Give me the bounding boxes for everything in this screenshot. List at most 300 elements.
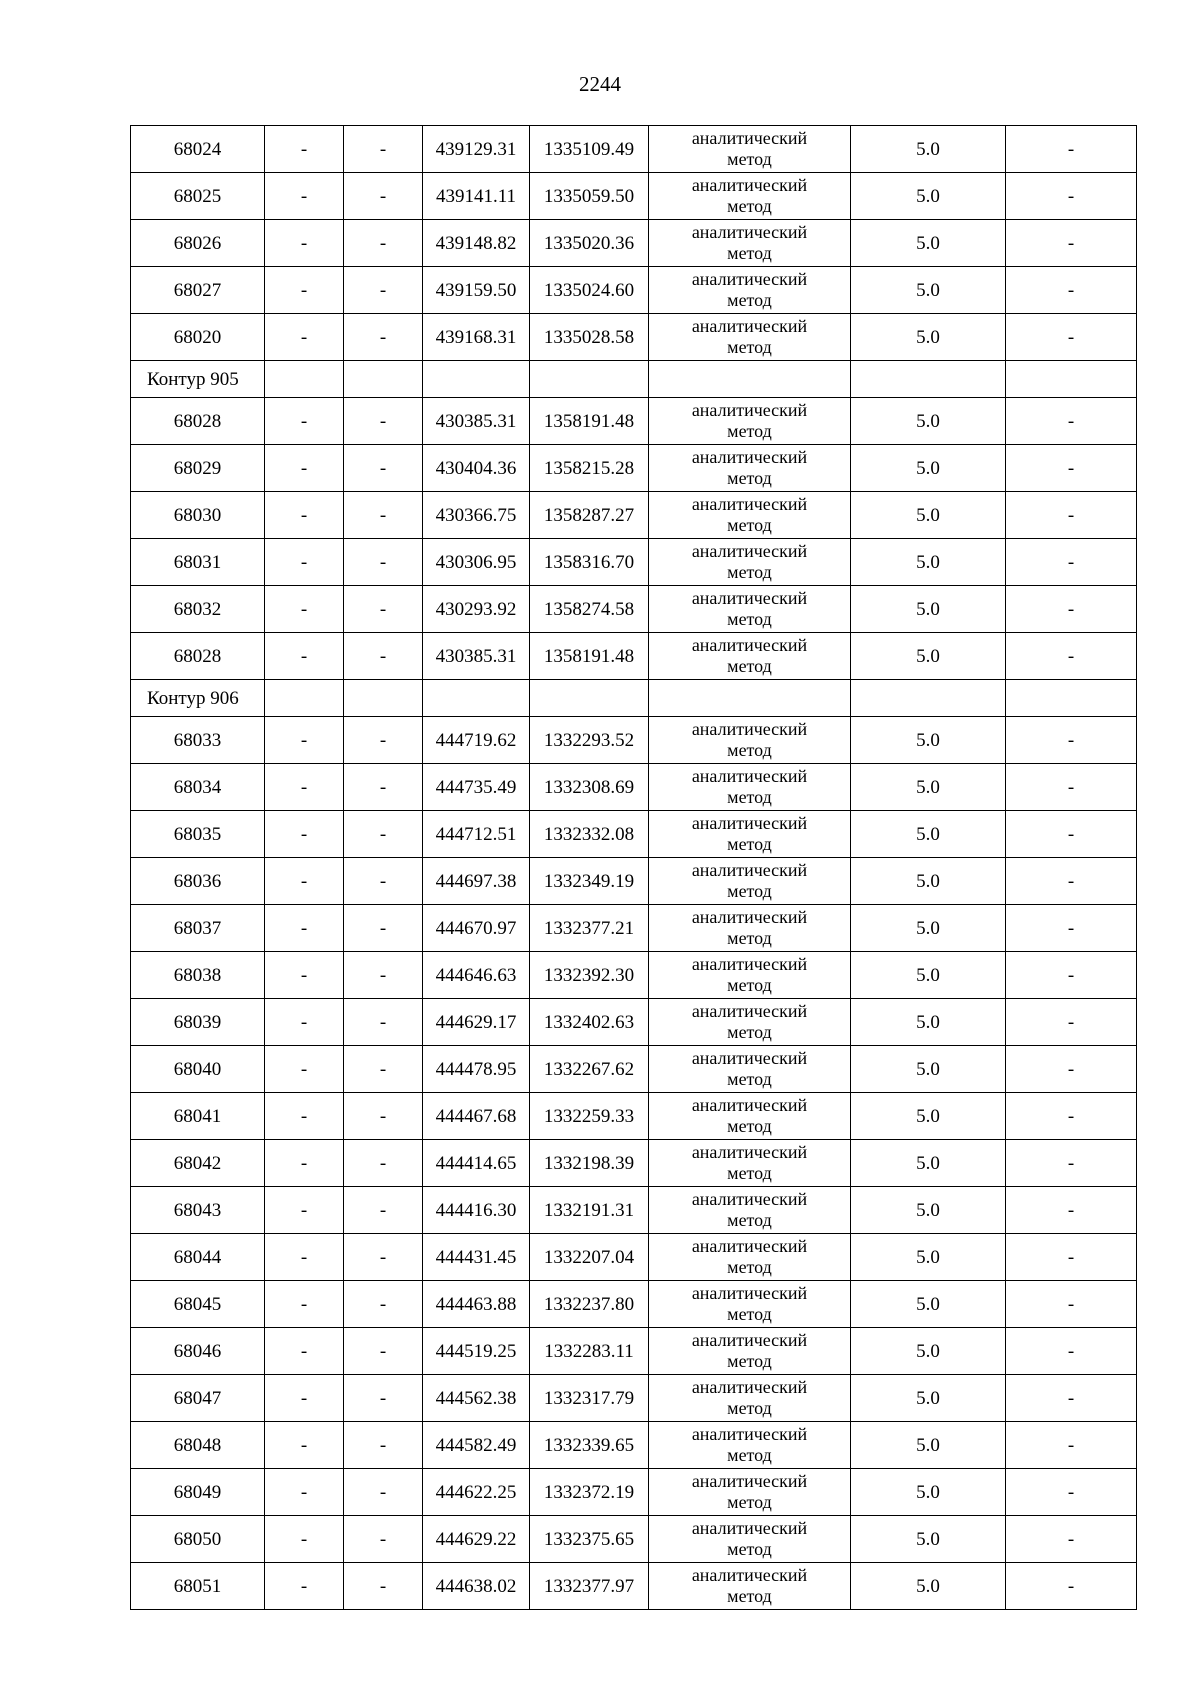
- dash-cell: -: [344, 1328, 423, 1375]
- method-line-1: аналитический: [691, 269, 808, 289]
- x-coordinate-cell: 444719.62: [423, 717, 530, 764]
- method-line-2: метод: [727, 1492, 772, 1512]
- table-row: [131, 445, 1137, 492]
- precision-cell: 5.0: [851, 220, 1006, 267]
- x-coordinate-cell: 444712.51: [423, 811, 530, 858]
- dash-cell: -: [265, 398, 344, 445]
- point-id-cell: 68051: [131, 1563, 265, 1610]
- method-line-1: аналитический: [691, 1518, 808, 1538]
- dash-cell: -: [344, 445, 423, 492]
- point-id-cell: 68031: [131, 539, 265, 586]
- x-coordinate-cell: 430385.31: [423, 398, 530, 445]
- point-id-cell: 68038: [131, 952, 265, 999]
- dash-cell: -: [1006, 1563, 1137, 1610]
- dash-cell: -: [344, 314, 423, 361]
- x-coordinate-cell: 430385.31: [423, 633, 530, 680]
- point-id-cell: 68025: [131, 173, 265, 220]
- dash-cell: -: [344, 1469, 423, 1516]
- dash-cell: -: [344, 1375, 423, 1422]
- y-coordinate-cell: 1335028.58: [530, 314, 649, 361]
- precision-cell: 5.0: [851, 539, 1006, 586]
- precision-cell: 5.0: [851, 314, 1006, 361]
- y-coordinate-cell: 1332402.63: [530, 999, 649, 1046]
- method-line-1: аналитический: [691, 860, 808, 880]
- empty-cell: [265, 361, 344, 398]
- method-line-1: аналитический: [691, 1142, 808, 1162]
- method-line-2: метод: [727, 1398, 772, 1418]
- point-id-cell: 68039: [131, 999, 265, 1046]
- dash-cell: -: [1006, 1516, 1137, 1563]
- precision-cell: 5.0: [851, 445, 1006, 492]
- dash-cell: -: [265, 1187, 344, 1234]
- y-coordinate-cell: 1332377.21: [530, 905, 649, 952]
- table-row: [131, 126, 1137, 173]
- y-coordinate-cell: 1335024.60: [530, 267, 649, 314]
- table-row: [131, 952, 1137, 999]
- method-line-2: метод: [727, 1116, 772, 1136]
- table-row: [131, 586, 1137, 633]
- y-coordinate-cell: 1335059.50: [530, 173, 649, 220]
- method-line-1: аналитический: [691, 1001, 808, 1021]
- method-line-1: аналитический: [691, 1471, 808, 1491]
- method-line-2: метод: [727, 1586, 772, 1606]
- dash-cell: -: [265, 173, 344, 220]
- method-cell: [649, 633, 851, 680]
- method-line-2: метод: [727, 881, 772, 901]
- method-line-1: аналитический: [691, 907, 808, 927]
- y-coordinate-cell: 1332198.39: [530, 1140, 649, 1187]
- table-row: [131, 314, 1137, 361]
- method-cell: [649, 1375, 851, 1422]
- y-coordinate-cell: 1332207.04: [530, 1234, 649, 1281]
- dash-cell: -: [265, 952, 344, 999]
- dash-cell: -: [1006, 1281, 1137, 1328]
- method-line-2: метод: [727, 1210, 772, 1230]
- y-coordinate-cell: 1335109.49: [530, 126, 649, 173]
- x-coordinate-cell: 439129.31: [423, 126, 530, 173]
- dash-cell: -: [265, 445, 344, 492]
- x-coordinate-cell: 444582.49: [423, 1422, 530, 1469]
- point-id-cell: 68028: [131, 398, 265, 445]
- x-coordinate-cell: 444629.22: [423, 1516, 530, 1563]
- table-row: [131, 764, 1137, 811]
- dash-cell: -: [344, 905, 423, 952]
- x-coordinate-cell: 430293.92: [423, 586, 530, 633]
- empty-cell: [649, 680, 851, 717]
- method-cell: [649, 1328, 851, 1375]
- point-id-cell: 68029: [131, 445, 265, 492]
- point-id-cell: 68034: [131, 764, 265, 811]
- y-coordinate-cell: 1335020.36: [530, 220, 649, 267]
- dash-cell: -: [265, 764, 344, 811]
- point-id-cell: 68049: [131, 1469, 265, 1516]
- dash-cell: -: [265, 717, 344, 764]
- method-line-1: аналитический: [691, 447, 808, 467]
- table-row: [131, 1046, 1137, 1093]
- point-id-cell: 68044: [131, 1234, 265, 1281]
- precision-cell: 5.0: [851, 173, 1006, 220]
- point-id-cell: 68033: [131, 717, 265, 764]
- method-cell: [649, 999, 851, 1046]
- method-line-1: аналитический: [691, 128, 808, 148]
- precision-cell: 5.0: [851, 1375, 1006, 1422]
- method-line-1: аналитический: [691, 541, 808, 561]
- dash-cell: -: [1006, 1375, 1137, 1422]
- point-id-cell: 68035: [131, 811, 265, 858]
- point-id-cell: 68027: [131, 267, 265, 314]
- precision-cell: 5.0: [851, 717, 1006, 764]
- method-cell: [649, 1422, 851, 1469]
- precision-cell: 5.0: [851, 492, 1006, 539]
- dash-cell: -: [344, 126, 423, 173]
- dash-cell: -: [265, 1516, 344, 1563]
- table-row: [131, 1328, 1137, 1375]
- method-line-2: метод: [727, 1022, 772, 1042]
- method-cell: [649, 314, 851, 361]
- point-id-cell: 68028: [131, 633, 265, 680]
- contour-label: Контур 906: [131, 680, 265, 717]
- point-id-cell: 68050: [131, 1516, 265, 1563]
- x-coordinate-cell: 444629.17: [423, 999, 530, 1046]
- point-id-cell: 68032: [131, 586, 265, 633]
- empty-cell: [530, 361, 649, 398]
- table-row: [131, 1516, 1137, 1563]
- point-id-cell: 68047: [131, 1375, 265, 1422]
- empty-cell: [649, 361, 851, 398]
- contour-header-row: [131, 361, 1137, 398]
- dash-cell: -: [265, 539, 344, 586]
- method-cell: [649, 905, 851, 952]
- precision-cell: 5.0: [851, 398, 1006, 445]
- dash-cell: -: [1006, 445, 1137, 492]
- dash-cell: -: [265, 1140, 344, 1187]
- y-coordinate-cell: 1332308.69: [530, 764, 649, 811]
- precision-cell: 5.0: [851, 811, 1006, 858]
- method-line-2: метод: [727, 1304, 772, 1324]
- dash-cell: -: [344, 1046, 423, 1093]
- empty-cell: [344, 680, 423, 717]
- point-id-cell: 68048: [131, 1422, 265, 1469]
- precision-cell: 5.0: [851, 633, 1006, 680]
- dash-cell: -: [1006, 952, 1137, 999]
- dash-cell: -: [1006, 999, 1137, 1046]
- method-line-1: аналитический: [691, 316, 808, 336]
- dash-cell: -: [1006, 1187, 1137, 1234]
- x-coordinate-cell: 439159.50: [423, 267, 530, 314]
- method-line-1: аналитический: [691, 954, 808, 974]
- method-line-2: метод: [727, 337, 772, 357]
- dash-cell: -: [344, 586, 423, 633]
- precision-cell: 5.0: [851, 1469, 1006, 1516]
- point-id-cell: 68020: [131, 314, 265, 361]
- method-line-2: метод: [727, 1257, 772, 1277]
- x-coordinate-cell: 430306.95: [423, 539, 530, 586]
- empty-cell: [344, 361, 423, 398]
- dash-cell: -: [265, 314, 344, 361]
- empty-cell: [851, 361, 1006, 398]
- method-line-2: метод: [727, 290, 772, 310]
- method-cell: [649, 1234, 851, 1281]
- y-coordinate-cell: 1358191.48: [530, 398, 649, 445]
- method-line-2: метод: [727, 196, 772, 216]
- method-cell: [649, 539, 851, 586]
- dash-cell: -: [344, 1093, 423, 1140]
- table-row: [131, 1187, 1137, 1234]
- precision-cell: 5.0: [851, 858, 1006, 905]
- x-coordinate-cell: 430404.36: [423, 445, 530, 492]
- method-cell: [649, 445, 851, 492]
- x-coordinate-cell: 444463.88: [423, 1281, 530, 1328]
- precision-cell: 5.0: [851, 586, 1006, 633]
- precision-cell: 5.0: [851, 999, 1006, 1046]
- method-line-1: аналитический: [691, 1565, 808, 1585]
- precision-cell: 5.0: [851, 1234, 1006, 1281]
- table-row: [131, 1093, 1137, 1140]
- table-row: [131, 1281, 1137, 1328]
- dash-cell: -: [265, 633, 344, 680]
- dash-cell: -: [265, 1563, 344, 1610]
- dash-cell: -: [344, 398, 423, 445]
- dash-cell: -: [1006, 1328, 1137, 1375]
- y-coordinate-cell: 1332392.30: [530, 952, 649, 999]
- method-line-2: метод: [727, 609, 772, 629]
- table-body: [131, 126, 1137, 1610]
- method-line-1: аналитический: [691, 1424, 808, 1444]
- y-coordinate-cell: 1332375.65: [530, 1516, 649, 1563]
- dash-cell: -: [344, 492, 423, 539]
- dash-cell: -: [344, 1140, 423, 1187]
- x-coordinate-cell: 444735.49: [423, 764, 530, 811]
- dash-cell: -: [265, 1234, 344, 1281]
- dash-cell: -: [1006, 220, 1137, 267]
- x-coordinate-cell: 444416.30: [423, 1187, 530, 1234]
- method-line-1: аналитический: [691, 222, 808, 242]
- dash-cell: -: [265, 1093, 344, 1140]
- method-cell: [649, 1516, 851, 1563]
- table-row: [131, 905, 1137, 952]
- x-coordinate-cell: 444467.68: [423, 1093, 530, 1140]
- empty-cell: [423, 361, 530, 398]
- dash-cell: -: [265, 1469, 344, 1516]
- dash-cell: -: [265, 220, 344, 267]
- x-coordinate-cell: 444478.95: [423, 1046, 530, 1093]
- precision-cell: 5.0: [851, 267, 1006, 314]
- precision-cell: 5.0: [851, 1563, 1006, 1610]
- precision-cell: 5.0: [851, 1140, 1006, 1187]
- dash-cell: -: [1006, 1093, 1137, 1140]
- method-line-1: аналитический: [691, 588, 808, 608]
- y-coordinate-cell: 1332293.52: [530, 717, 649, 764]
- empty-cell: [1006, 361, 1137, 398]
- x-coordinate-cell: 444622.25: [423, 1469, 530, 1516]
- dash-cell: -: [1006, 811, 1137, 858]
- method-cell: [649, 220, 851, 267]
- empty-cell: [530, 680, 649, 717]
- x-coordinate-cell: 444646.63: [423, 952, 530, 999]
- dash-cell: -: [1006, 764, 1137, 811]
- precision-cell: 5.0: [851, 1281, 1006, 1328]
- method-line-2: метод: [727, 834, 772, 854]
- method-line-2: метод: [727, 928, 772, 948]
- method-cell: [649, 398, 851, 445]
- dash-cell: -: [1006, 586, 1137, 633]
- table-row: [131, 633, 1137, 680]
- method-line-1: аналитический: [691, 1048, 808, 1068]
- method-line-2: метод: [727, 149, 772, 169]
- point-id-cell: 68041: [131, 1093, 265, 1140]
- dash-cell: -: [265, 999, 344, 1046]
- y-coordinate-cell: 1358287.27: [530, 492, 649, 539]
- y-coordinate-cell: 1332349.19: [530, 858, 649, 905]
- dash-cell: -: [265, 1046, 344, 1093]
- dash-cell: -: [344, 858, 423, 905]
- coordinates-table: [130, 125, 1137, 1610]
- dash-cell: -: [344, 952, 423, 999]
- y-coordinate-cell: 1358316.70: [530, 539, 649, 586]
- dash-cell: -: [265, 267, 344, 314]
- y-coordinate-cell: 1332191.31: [530, 1187, 649, 1234]
- x-coordinate-cell: 444414.65: [423, 1140, 530, 1187]
- method-line-1: аналитический: [691, 1283, 808, 1303]
- method-cell: [649, 858, 851, 905]
- point-id-cell: 68037: [131, 905, 265, 952]
- dash-cell: -: [1006, 1422, 1137, 1469]
- x-coordinate-cell: 439141.11: [423, 173, 530, 220]
- method-cell: [649, 1281, 851, 1328]
- method-cell: [649, 811, 851, 858]
- dash-cell: -: [344, 1516, 423, 1563]
- y-coordinate-cell: 1358191.48: [530, 633, 649, 680]
- point-id-cell: 68045: [131, 1281, 265, 1328]
- dash-cell: -: [1006, 267, 1137, 314]
- y-coordinate-cell: 1332317.79: [530, 1375, 649, 1422]
- dash-cell: -: [1006, 492, 1137, 539]
- dash-cell: -: [344, 633, 423, 680]
- y-coordinate-cell: 1332332.08: [530, 811, 649, 858]
- table-row: [131, 717, 1137, 764]
- method-line-2: метод: [727, 515, 772, 535]
- table-row: [131, 492, 1137, 539]
- y-coordinate-cell: 1332372.19: [530, 1469, 649, 1516]
- table-row: [131, 999, 1137, 1046]
- method-cell: [649, 267, 851, 314]
- precision-cell: 5.0: [851, 1516, 1006, 1563]
- table-row: [131, 173, 1137, 220]
- method-cell: [649, 586, 851, 633]
- dash-cell: -: [344, 1234, 423, 1281]
- point-id-cell: 68042: [131, 1140, 265, 1187]
- method-line-1: аналитический: [691, 1330, 808, 1350]
- precision-cell: 5.0: [851, 1328, 1006, 1375]
- dash-cell: -: [1006, 1469, 1137, 1516]
- table-row: [131, 1375, 1137, 1422]
- method-line-1: аналитический: [691, 1377, 808, 1397]
- dash-cell: -: [265, 905, 344, 952]
- dash-cell: -: [1006, 1234, 1137, 1281]
- precision-cell: 5.0: [851, 1187, 1006, 1234]
- table-row: [131, 220, 1137, 267]
- method-line-2: метод: [727, 1069, 772, 1089]
- dash-cell: -: [265, 1281, 344, 1328]
- y-coordinate-cell: 1332267.62: [530, 1046, 649, 1093]
- table-row: [131, 1563, 1137, 1610]
- point-id-cell: 68043: [131, 1187, 265, 1234]
- dash-cell: -: [1006, 173, 1137, 220]
- method-cell: [649, 717, 851, 764]
- x-coordinate-cell: 444638.02: [423, 1563, 530, 1610]
- dash-cell: -: [344, 999, 423, 1046]
- empty-cell: [265, 680, 344, 717]
- method-line-1: аналитический: [691, 494, 808, 514]
- dash-cell: -: [1006, 398, 1137, 445]
- method-cell: [649, 1140, 851, 1187]
- method-cell: [649, 952, 851, 999]
- point-id-cell: 68024: [131, 126, 265, 173]
- x-coordinate-cell: 439168.31: [423, 314, 530, 361]
- table-row: [131, 1234, 1137, 1281]
- dash-cell: -: [1006, 314, 1137, 361]
- dash-cell: -: [265, 858, 344, 905]
- dash-cell: -: [344, 1281, 423, 1328]
- table-row: [131, 1469, 1137, 1516]
- empty-cell: [423, 680, 530, 717]
- dash-cell: -: [1006, 1140, 1137, 1187]
- method-line-2: метод: [727, 656, 772, 676]
- dash-cell: -: [344, 220, 423, 267]
- method-line-1: аналитический: [691, 175, 808, 195]
- method-line-2: метод: [727, 243, 772, 263]
- method-cell: [649, 1046, 851, 1093]
- method-line-2: метод: [727, 787, 772, 807]
- method-cell: [649, 1469, 851, 1516]
- method-line-1: аналитический: [691, 1095, 808, 1115]
- dash-cell: -: [344, 764, 423, 811]
- x-coordinate-cell: 430366.75: [423, 492, 530, 539]
- x-coordinate-cell: 439148.82: [423, 220, 530, 267]
- page-number: 2244: [579, 72, 621, 96]
- dash-cell: -: [344, 811, 423, 858]
- y-coordinate-cell: 1332259.33: [530, 1093, 649, 1140]
- method-line-2: метод: [727, 975, 772, 995]
- precision-cell: 5.0: [851, 126, 1006, 173]
- method-line-2: метод: [727, 1351, 772, 1371]
- contour-label: Контур 905: [131, 361, 265, 398]
- y-coordinate-cell: 1358274.58: [530, 586, 649, 633]
- point-id-cell: 68036: [131, 858, 265, 905]
- table-row: [131, 267, 1137, 314]
- method-line-1: аналитический: [691, 1189, 808, 1209]
- dash-cell: -: [344, 267, 423, 314]
- dash-cell: -: [344, 1563, 423, 1610]
- y-coordinate-cell: 1358215.28: [530, 445, 649, 492]
- x-coordinate-cell: 444562.38: [423, 1375, 530, 1422]
- method-line-2: метод: [727, 1163, 772, 1183]
- method-cell: [649, 1093, 851, 1140]
- dash-cell: -: [1006, 717, 1137, 764]
- method-line-2: метод: [727, 1445, 772, 1465]
- dash-cell: -: [265, 492, 344, 539]
- point-id-cell: 68040: [131, 1046, 265, 1093]
- method-line-2: метод: [727, 468, 772, 488]
- table-row: [131, 398, 1137, 445]
- dash-cell: -: [265, 1328, 344, 1375]
- point-id-cell: 68026: [131, 220, 265, 267]
- method-line-1: аналитический: [691, 635, 808, 655]
- precision-cell: 5.0: [851, 1046, 1006, 1093]
- dash-cell: -: [1006, 539, 1137, 586]
- method-line-2: метод: [727, 740, 772, 760]
- dash-cell: -: [265, 811, 344, 858]
